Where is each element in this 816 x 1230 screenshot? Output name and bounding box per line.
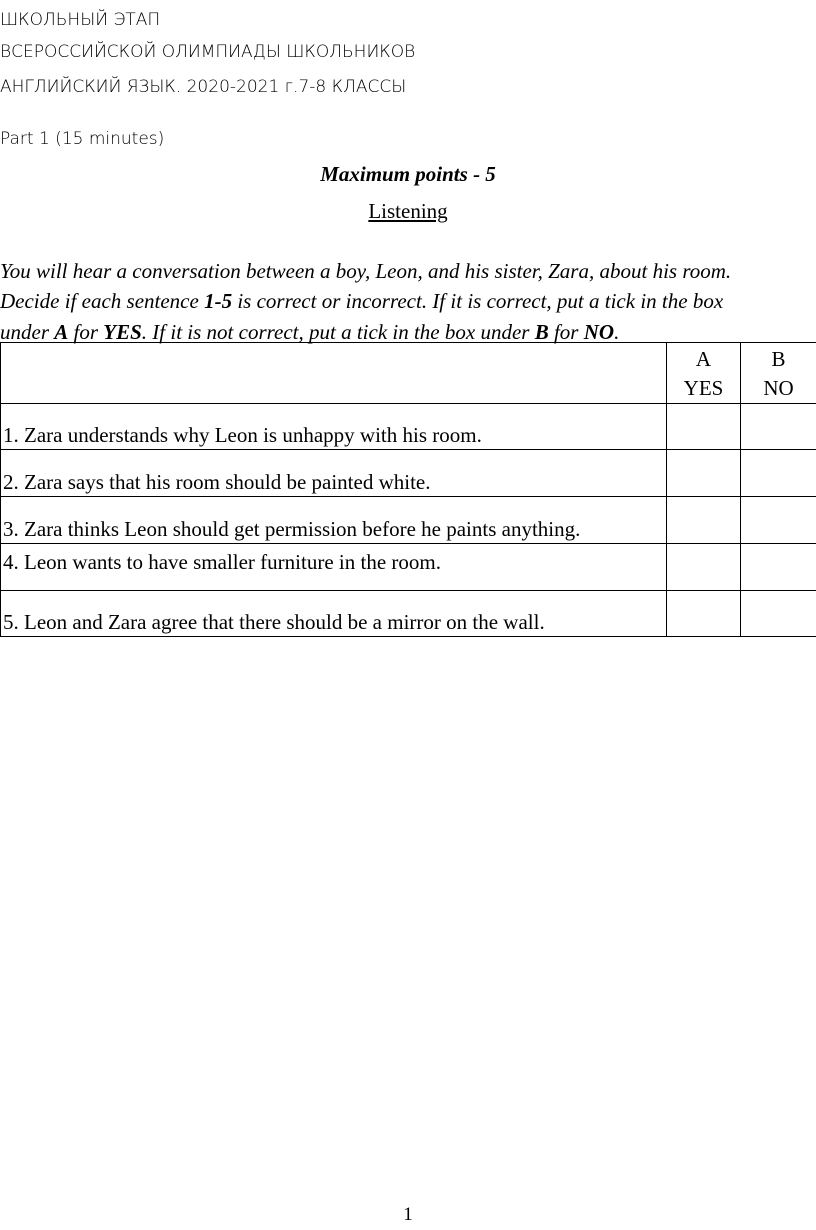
page-number: 1	[403, 1204, 413, 1225]
answer-box-yes-5[interactable]	[667, 591, 741, 637]
table-row	[1, 544, 816, 591]
instructions-line-2: Decide if each sentence 1-5 is correct or incorrect. If it is correct, put a tick in the box	[0, 289, 724, 313]
section-title: Listening	[368, 199, 448, 223]
table-row	[1, 404, 816, 450]
empty-header-cell	[1, 343, 667, 404]
answer-table	[0, 342, 816, 637]
column-b-header: B NO	[741, 343, 816, 404]
question-1: 1. Zara understands why Leon is unhappy with his room.	[1, 404, 667, 450]
table-row	[1, 591, 816, 637]
header-subject-grade: АНГЛИЙСКИЙ ЯЗЫК. 2020-2021 г.7-8 КЛАССЫ	[0, 77, 407, 97]
question-5: 5. Leon and Zara agree that there should be a mirror on the wall.	[1, 591, 667, 637]
question-4: 4. Leon wants to have smaller furniture in the room.	[1, 544, 667, 591]
answer-box-yes-3[interactable]	[667, 497, 741, 544]
answer-box-no-3[interactable]	[741, 497, 816, 544]
instructions-line-1: You will hear a conversation between a boy, Leon, and his sister, Zara, about his room.	[0, 259, 732, 283]
max-points: Maximum points - 5	[320, 162, 496, 186]
header-school-stage: ШКОЛЬНЫЙ ЭТАП	[0, 10, 161, 30]
answer-box-no-1[interactable]	[741, 404, 816, 450]
header-olympiad: ВСЕРОССИЙСКОЙ ОЛИМПИАДЫ ШКОЛЬНИКОВ	[0, 42, 416, 62]
question-3: 3. Zara thinks Leon should get permission before he paints anything.	[1, 497, 667, 544]
answer-box-no-4[interactable]	[741, 544, 816, 591]
column-a-header: A YES	[667, 343, 741, 404]
table-row	[1, 450, 816, 497]
answer-box-no-2[interactable]	[741, 450, 816, 497]
answer-box-yes-4[interactable]	[667, 544, 741, 591]
question-2: 2. Zara says that his room should be painted white.	[1, 450, 667, 497]
table-row	[1, 497, 816, 544]
part-title: Part 1 (15 minutes)	[0, 129, 165, 149]
instructions-line-3: under A for YES. If it is not correct, put a tick in the box under B for NO.	[0, 320, 620, 344]
answer-box-yes-2[interactable]	[667, 450, 741, 497]
answer-box-yes-1[interactable]	[667, 404, 741, 450]
table-header-row	[1, 343, 816, 404]
answer-box-no-5[interactable]	[741, 591, 816, 637]
